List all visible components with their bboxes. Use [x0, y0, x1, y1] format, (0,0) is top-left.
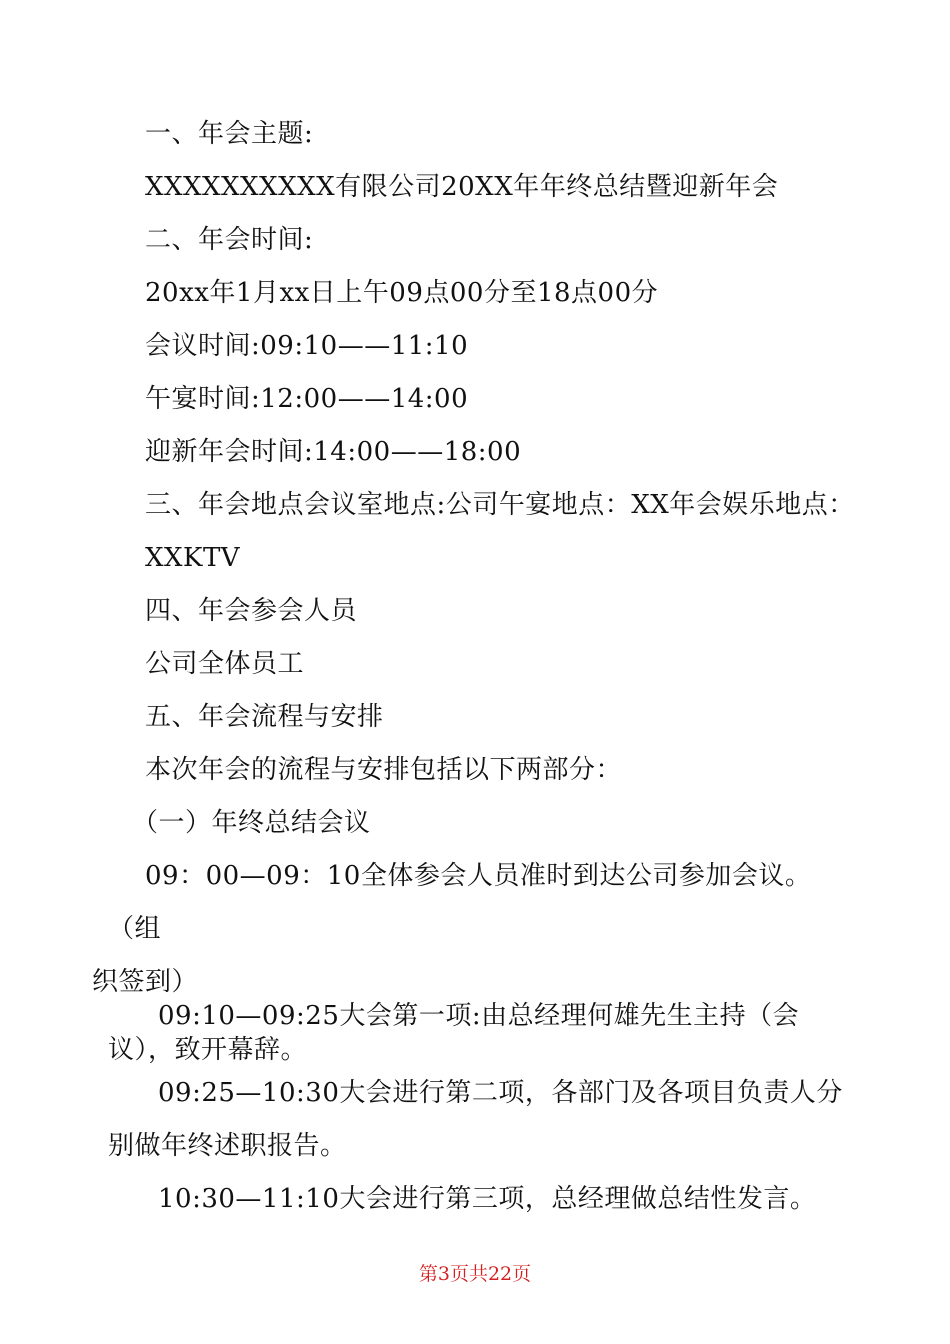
section-heading-theme: 一、年会主题:	[145, 119, 314, 149]
section-heading-attendees: 四、年会参会人员	[145, 596, 358, 626]
attendees-text: 公司全体员工	[145, 649, 305, 679]
schedule-item-4: 10:30—11:10大会进行第三项，总经理做总结性发言。	[158, 1184, 817, 1214]
meeting-time-text: 会议时间:09:10——11:10	[145, 331, 469, 361]
section-heading-location: 三、年会地点会议室地点:公司午宴地点：XX年会娱乐地点：	[145, 490, 855, 520]
schedule-item-2: 09:10—09:25大会第一项:由总经理何雄先生主持（会	[158, 1001, 800, 1031]
process-intro-text: 本次年会的流程与安排包括以下两部分：	[145, 755, 623, 785]
schedule-item-1: 09：00—09：10全体参会人员准时到达公司参加会议。	[145, 861, 812, 891]
lunch-time-text: 午宴时间:12:00——14:00	[145, 384, 469, 414]
theme-text: XXXXXXXXXX有限公司20XX年年终总结暨迎新年会	[145, 172, 779, 202]
schedule-item-3: 09:25—10:30大会进行第二项，各部门及各项目负责人分	[158, 1078, 843, 1108]
subsection-heading-summary: （一）年终总结会议	[132, 808, 371, 838]
page-number-footer: 第3页共22页	[418, 1263, 532, 1285]
date-text: 20xx年1月xx日上午09点00分至18点00分	[145, 278, 659, 308]
schedule-item-2-cont: 议），致开幕辞。	[108, 1035, 308, 1065]
schedule-item-1-note-a: （组	[108, 914, 162, 944]
party-time-text: 迎新年会时间:14:00——18:00	[145, 437, 522, 467]
section-heading-time: 二、年会时间:	[145, 225, 314, 255]
location-ktv-text: XXKTV	[145, 543, 241, 573]
schedule-item-1-note-b: 织签到）	[92, 967, 199, 997]
section-heading-process: 五、年会流程与安排	[145, 702, 384, 732]
schedule-item-3-cont: 别做年终述职报告。	[108, 1131, 347, 1161]
